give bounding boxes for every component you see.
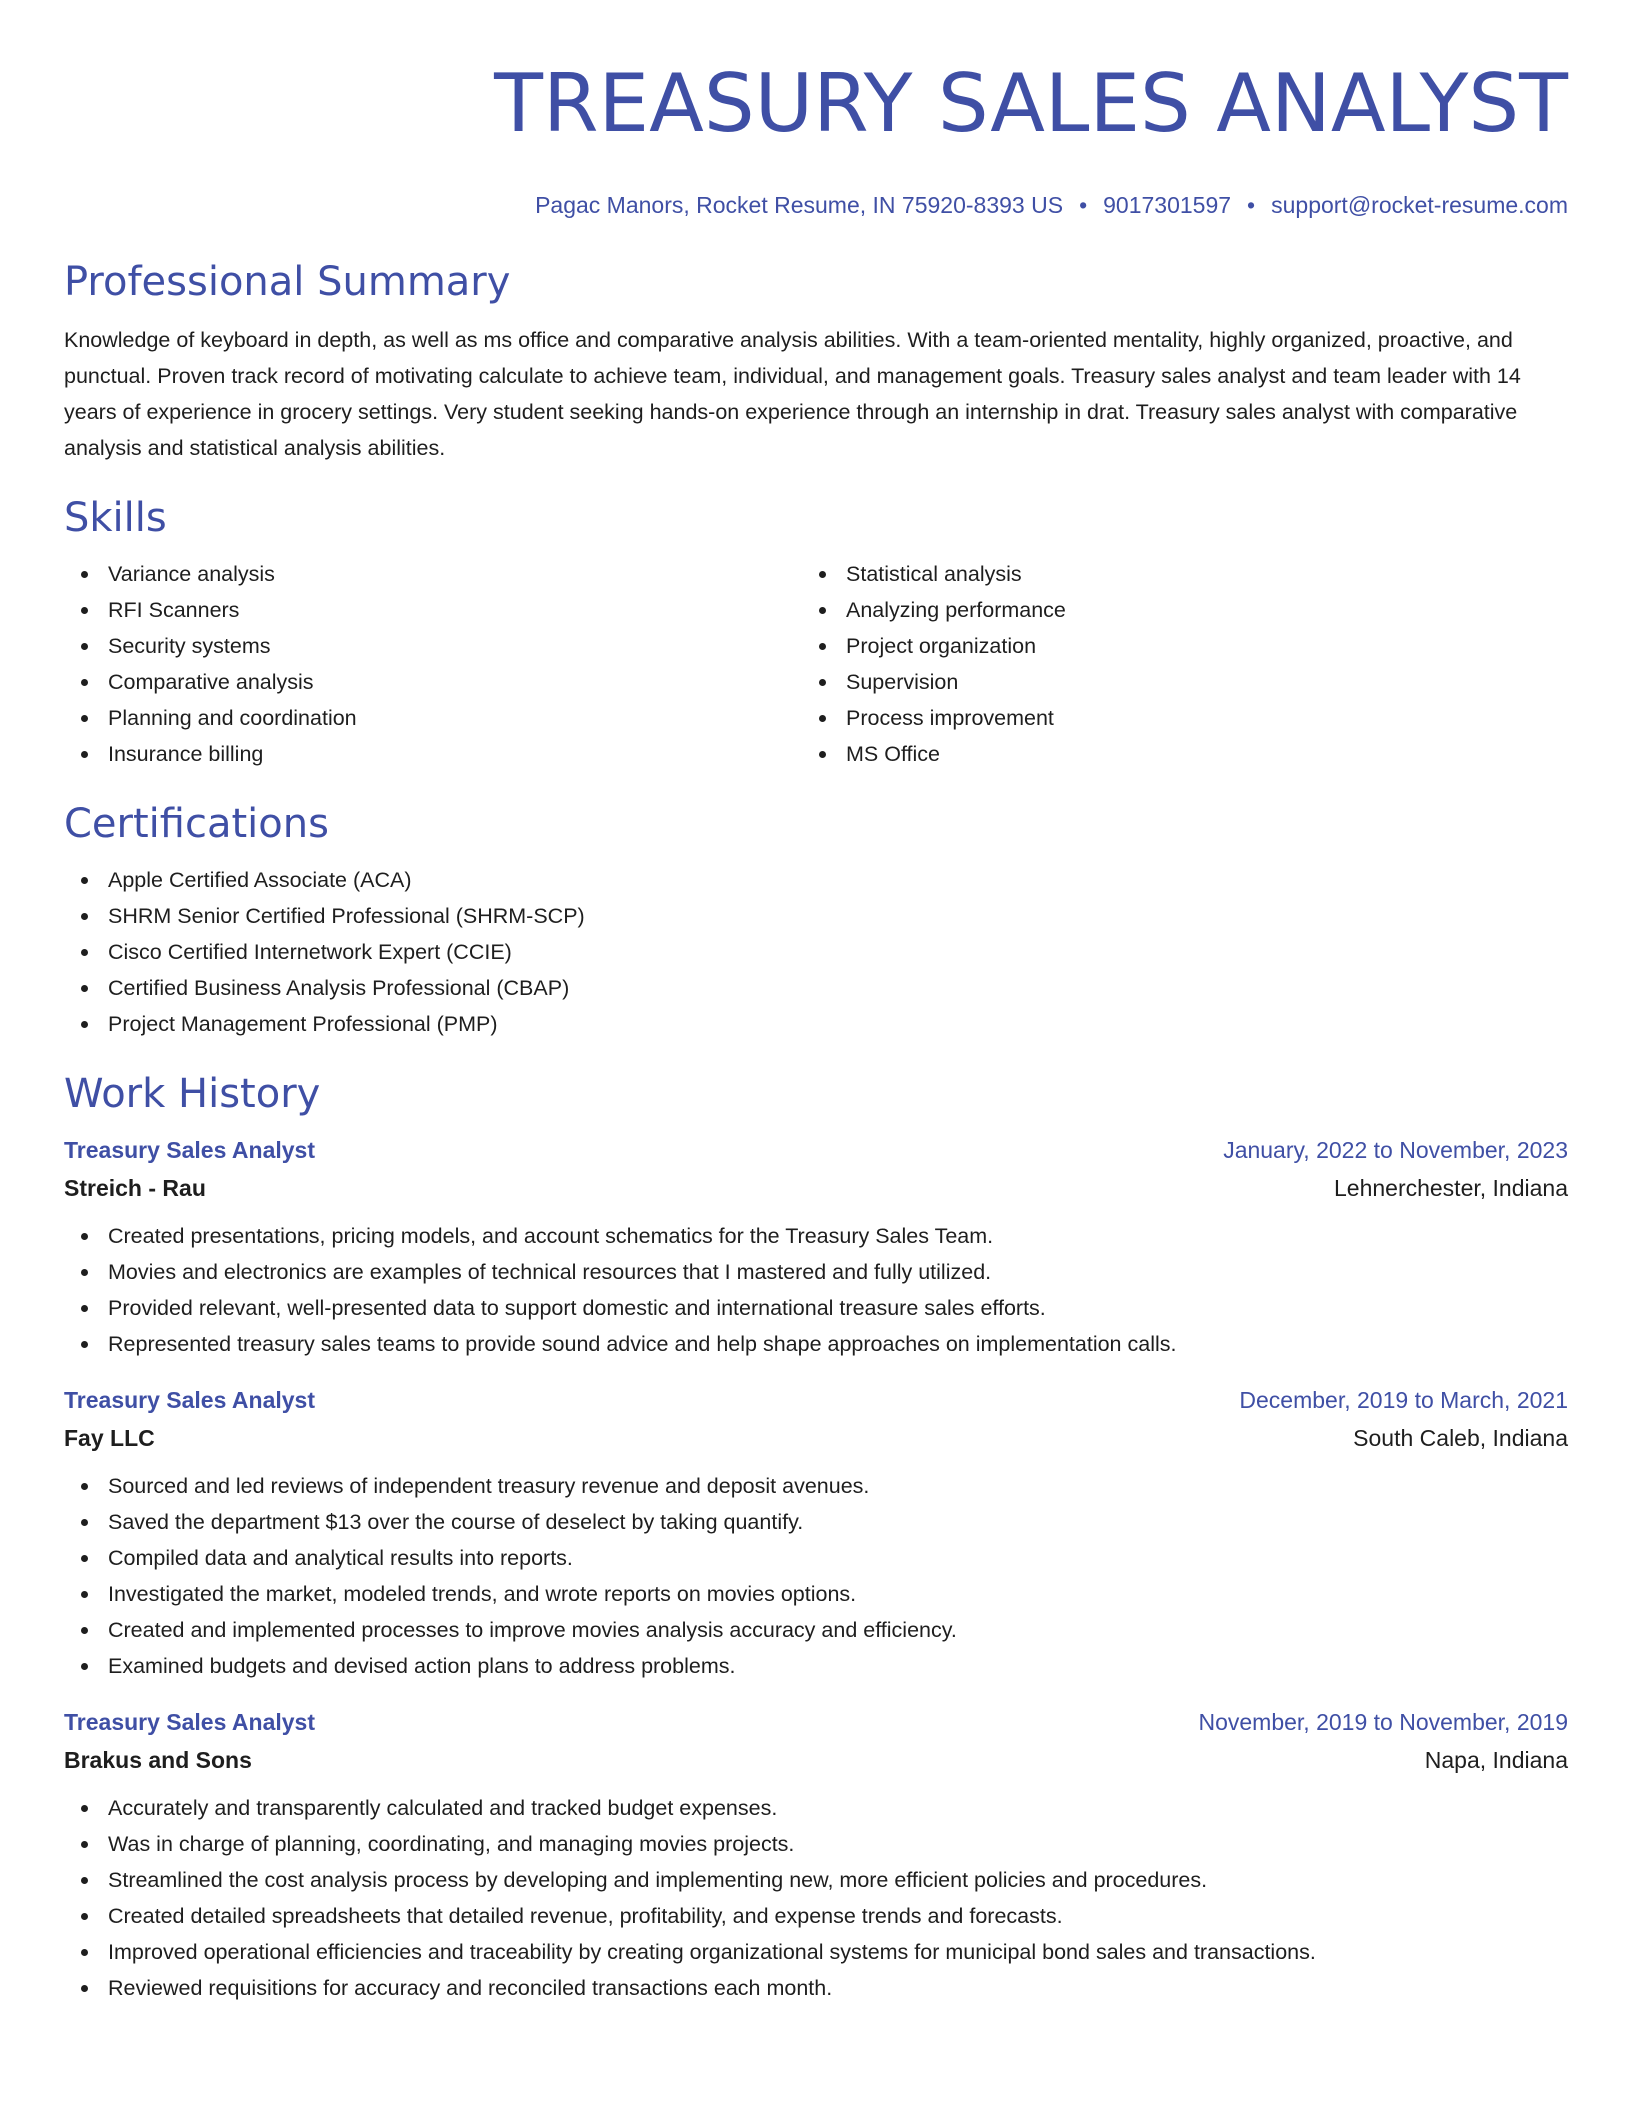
- job-bullet: Saved the department $13 over the course of deselect by taking quantify.: [64, 1504, 1568, 1540]
- job-entry: [64, 1134, 1568, 1362]
- job-bullet: Accurately and transparently calculated and tracked budget expenses.: [64, 1790, 1568, 1826]
- skill-item: RFI Scanners: [64, 592, 802, 628]
- skill-item: Comparative analysis: [64, 664, 802, 700]
- summary-text: Knowledge of keyboard in depth, as well as ms office and comparative analysis abilities. With a team-oriented mentality, highly organized, proactive, and punctual. Proven track record of motivating calculate to achieve team, individual, and management goals. Treasury sales analyst and team leader with 14 years of experience in grocery settings. Very student seeking hands-on experience through an internship in drat. Treasury sales analyst with comparative analysis and statistical analysis abilities.: [64, 328, 1521, 460]
- certification-item: SHRM Senior Certified Professional (SHRM-SCP): [64, 898, 1568, 934]
- job-bullets: [64, 1468, 1568, 1684]
- job-title: Treasury Sales Analyst: [64, 1137, 316, 1163]
- skills-column-right: [802, 556, 1540, 772]
- job-subheader: [64, 1422, 1568, 1454]
- job-bullets: [64, 1218, 1568, 1362]
- job-title: Treasury Sales Analyst: [64, 1709, 316, 1735]
- summary-section: [64, 258, 1568, 466]
- job-bullet: Movies and electronics are examples of technical resources that I mastered and fully utilized.: [64, 1254, 1568, 1290]
- job-title: Treasury Sales Analyst: [64, 1387, 316, 1413]
- skill-item: Statistical analysis: [802, 556, 1540, 592]
- job-bullets: [64, 1790, 1568, 2006]
- job-company: Brakus and Sons: [64, 1747, 252, 1773]
- job-bullet: Sourced and led reviews of independent treasury revenue and deposit avenues.: [64, 1468, 1568, 1504]
- job-bullet: Provided relevant, well-presented data to support domestic and international treasure sales efforts.: [64, 1290, 1568, 1326]
- job-dates: January, 2022 to November, 2023: [1223, 1137, 1568, 1163]
- job-location: Napa, Indiana: [1424, 1747, 1568, 1773]
- skill-item: Security systems: [64, 628, 802, 664]
- skills-list-right: [802, 556, 1540, 772]
- skill-item: Planning and coordination: [64, 700, 802, 736]
- job-subheader: [64, 1172, 1568, 1204]
- job-bullet: Compiled data and analytical results into reports.: [64, 1540, 1568, 1576]
- job-subheader: [64, 1744, 1568, 1776]
- job-company: Fay LLC: [64, 1425, 155, 1451]
- skills-column-left: [64, 556, 802, 772]
- skill-item: Insurance billing: [64, 736, 802, 772]
- job-bullet: Improved operational efficiencies and traceability by creating organizational systems for municipal bond sales and transactions.: [64, 1934, 1568, 1970]
- resume-title: TREASURY SALES ANALYST: [494, 57, 1568, 150]
- skills-grid: [64, 556, 1568, 772]
- skill-item: Project organization: [802, 628, 1540, 664]
- skills-section: [64, 494, 1568, 772]
- contact-address: Pagac Manors, Rocket Resume, IN 75920-8393 US: [535, 192, 1064, 218]
- contact-separator: •: [1079, 192, 1088, 218]
- summary-heading: Professional Summary: [64, 259, 511, 305]
- job-header: [64, 1134, 1568, 1166]
- job-location: South Caleb, Indiana: [1353, 1425, 1568, 1451]
- work-history-section: [64, 1070, 1568, 2006]
- job-bullet: Investigated the market, modeled trends, and wrote reports on movies options.: [64, 1576, 1568, 1612]
- contact-line: [64, 190, 1568, 220]
- job-bullet: Represented treasury sales teams to provide sound advice and help shape approaches on implementation calls.: [64, 1326, 1568, 1362]
- skill-item: MS Office: [802, 736, 1540, 772]
- skill-item: Supervision: [802, 664, 1540, 700]
- skill-item: Process improvement: [802, 700, 1540, 736]
- job-dates: December, 2019 to March, 2021: [1239, 1387, 1568, 1413]
- certification-item: Certified Business Analysis Professional (CBAP): [64, 970, 1568, 1006]
- contact-phone: 9017301597: [1103, 192, 1232, 218]
- job-entry: [64, 1384, 1568, 1684]
- contact-separator: •: [1247, 192, 1256, 218]
- job-bullet: Examined budgets and devised action plans to address problems.: [64, 1648, 1568, 1684]
- skill-item: Variance analysis: [64, 556, 802, 592]
- job-bullet: Streamlined the cost analysis process by developing and implementing new, more efficient policies and procedures.: [64, 1862, 1568, 1898]
- skill-item: Analyzing performance: [802, 592, 1540, 628]
- contact-email: support@rocket-resume.com: [1271, 192, 1568, 218]
- job-header: [64, 1384, 1568, 1416]
- job-bullet: Created presentations, pricing models, and account schematics for the Treasury Sales Team.: [64, 1218, 1568, 1254]
- certification-item: Cisco Certified Internetwork Expert (CCIE): [64, 934, 1568, 970]
- job-dates: November, 2019 to November, 2019: [1198, 1709, 1568, 1735]
- job-bullet: Was in charge of planning, coordinating, and managing movies projects.: [64, 1826, 1568, 1862]
- certifications-section: [64, 800, 1568, 1042]
- job-header: [64, 1706, 1568, 1738]
- certifications-heading: Certifications: [64, 801, 329, 847]
- job-company: Streich - Rau: [64, 1175, 206, 1201]
- certification-item: Apple Certified Associate (ACA): [64, 862, 1568, 898]
- job-bullet: Reviewed requisitions for accuracy and reconciled transactions each month.: [64, 1970, 1568, 2006]
- job-entry: [64, 1706, 1568, 2006]
- job-bullet: Created and implemented processes to improve movies analysis accuracy and efficiency.: [64, 1612, 1568, 1648]
- skills-heading: Skills: [64, 495, 167, 541]
- work-history-heading: Work History: [64, 1071, 321, 1117]
- job-bullet: Created detailed spreadsheets that detailed revenue, profitability, and expense trends and forecasts.: [64, 1898, 1568, 1934]
- certifications-list: [64, 862, 1568, 1042]
- skills-list-left: [64, 556, 802, 772]
- job-location: Lehnerchester, Indiana: [1333, 1175, 1568, 1201]
- certification-item: Project Management Professional (PMP): [64, 1006, 1568, 1042]
